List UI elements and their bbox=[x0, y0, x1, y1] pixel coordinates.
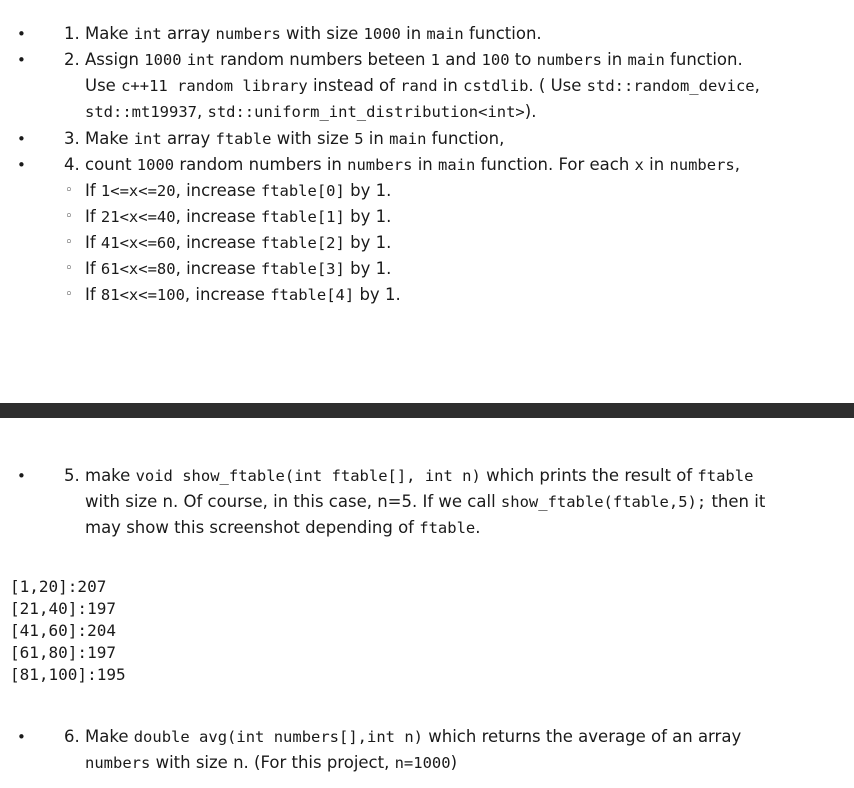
sub-list-item bbox=[0, 178, 854, 204]
step-2 bbox=[0, 47, 854, 73]
step-5-line-3: may show this screenshot depending of ftable. bbox=[85, 518, 481, 537]
sub-item-text: If 1<=x<=20, increase ftable[0] by 1. bbox=[85, 181, 392, 200]
step-2-continued bbox=[0, 99, 854, 125]
step-6-line-1: Make double avg(int numbers[],int n) which returns the average of an array bbox=[85, 727, 742, 746]
step-number: 6. bbox=[64, 727, 80, 746]
step-1 bbox=[0, 21, 854, 47]
step-5-line-2: with size n. Of course, in this case, n=5. If we call show_ftable(ftable,5); then it bbox=[85, 492, 766, 511]
step-3 bbox=[0, 126, 854, 152]
sub-list-item bbox=[0, 256, 854, 282]
step-number: 1. bbox=[64, 24, 80, 43]
step-5 bbox=[0, 463, 854, 489]
bullet-icon: • bbox=[17, 25, 26, 43]
step-2-continued bbox=[0, 73, 854, 99]
output-line: [21,40]:197 bbox=[10, 599, 116, 618]
bullet-icon: • bbox=[17, 728, 26, 746]
sub-list-item bbox=[0, 282, 854, 308]
step-4 bbox=[0, 152, 854, 178]
section-divider bbox=[0, 403, 854, 418]
bullet-icon: • bbox=[17, 130, 26, 148]
sub-bullet-icon: ◦ bbox=[65, 261, 73, 276]
step-6-line-2: numbers with size n. (For this project, n=1000) bbox=[85, 753, 458, 772]
step-5-line-1: make void show_ftable(int ftable[], int n) which prints the result of ftable bbox=[85, 466, 754, 485]
bullet-icon: • bbox=[17, 467, 26, 485]
step-number: 4. bbox=[64, 155, 80, 174]
step-1-text: Make int array numbers with size 1000 in main function. bbox=[85, 24, 542, 43]
sub-bullet-icon: ◦ bbox=[65, 235, 73, 250]
step-2-line-2: Use c++11 random library instead of rand in cstdlib. ( Use std::random_device, bbox=[85, 76, 760, 95]
output-line: [61,80]:197 bbox=[10, 643, 116, 662]
sub-list-item bbox=[0, 204, 854, 230]
bullet-icon: • bbox=[17, 51, 26, 69]
step-4-text: count 1000 random numbers in numbers in main function. For each x in numbers, bbox=[85, 155, 741, 174]
step-number: 2. bbox=[64, 50, 80, 69]
step-3-text: Make int array ftable with size 5 in main function, bbox=[85, 129, 505, 148]
step-2-line-3: std::mt19937, std::uniform_int_distribution<int>). bbox=[85, 102, 537, 121]
step-6-continued bbox=[0, 750, 854, 776]
sub-item-text: If 41<x<=60, increase ftable[2] by 1. bbox=[85, 233, 392, 252]
sub-bullet-icon: ◦ bbox=[65, 183, 73, 198]
bullet-icon: • bbox=[17, 156, 26, 174]
output-line: [41,60]:204 bbox=[10, 621, 116, 640]
output-line: [81,100]:195 bbox=[10, 665, 126, 684]
step-number: 5. bbox=[64, 466, 80, 485]
output-line: [1,20]:207 bbox=[10, 577, 107, 596]
sub-item-text: If 81<x<=100, increase ftable[4] by 1. bbox=[85, 285, 401, 304]
sub-item-text: If 21<x<=40, increase ftable[1] by 1. bbox=[85, 207, 392, 226]
sub-bullet-icon: ◦ bbox=[65, 209, 73, 224]
step-5-continued bbox=[0, 489, 854, 515]
sub-list-item bbox=[0, 230, 854, 256]
sub-bullet-icon: ◦ bbox=[65, 287, 73, 302]
step-number: 3. bbox=[64, 129, 80, 148]
sub-item-text: If 61<x<=80, increase ftable[3] by 1. bbox=[85, 259, 392, 278]
step-5-continued bbox=[0, 515, 854, 541]
step-6 bbox=[0, 724, 854, 750]
step-2-line-1: Assign 1000 int random numbers beteen 1 and 100 to numbers in main function. bbox=[85, 50, 743, 69]
